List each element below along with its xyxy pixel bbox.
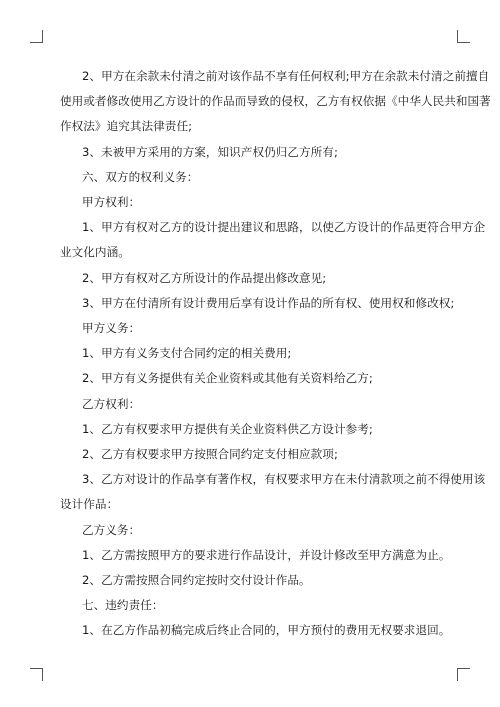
paragraph-line: 3、未被甲方采用的方案，知识产权仍归乙方所有; xyxy=(82,144,338,159)
paragraph-line: 2、甲方有义务提供有关企业资料或其他有关资料给乙方; xyxy=(82,371,373,386)
subsection-heading: 甲方义务： xyxy=(82,321,141,336)
paragraph-line: 设计作品： xyxy=(60,497,119,512)
crop-mark-bottom-left xyxy=(30,668,43,681)
paragraph-line: 2、乙方需按照合同约定按时交付设计作品。 xyxy=(82,573,311,588)
document-body xyxy=(60,64,491,644)
subsection-heading: 甲方权利： xyxy=(82,195,141,210)
paragraph-line: 1、乙方有权要求甲方提供有关企业资料供乙方设计参考; xyxy=(82,421,373,436)
paragraph-line: 1、在乙方作品初稿完成后终止合同的，甲方预付的费用无权要求退回。 xyxy=(82,623,451,638)
paragraph-line: 业文化内涵。 xyxy=(60,245,130,260)
section-heading: 六、双方的权利义务： xyxy=(82,169,199,184)
section-heading: 七、违约责任： xyxy=(82,598,164,613)
paragraph-line: 3、甲方在付清所有设计费用后享有设计作品的所有权、使用权和修改权; xyxy=(82,295,455,310)
paragraph-line: 1、乙方需按照甲方的要求进行作品设计，并设计修改至甲方满意为止。 xyxy=(82,547,451,562)
paragraph-line: 作权法》追究其法律责任; xyxy=(60,119,193,134)
crop-mark-bottom-right xyxy=(457,668,470,681)
crop-mark-top-left xyxy=(30,30,43,43)
paragraph-line: 2、甲方在余款未付清之前对该作品不享有任何权利;甲方在余款未付清之前擅自 xyxy=(82,69,490,83)
paragraph-line: 1、甲方有义务支付合同约定的相关费用; xyxy=(82,346,292,361)
subsection-heading: 乙方义务： xyxy=(82,522,141,537)
paragraph-line: 使用或者修改使用乙方设计的作品而导致的侵权，乙方有权依据《中华人民共和国著 xyxy=(60,94,491,109)
subsection-heading: 乙方权利： xyxy=(82,396,141,411)
paragraph-line: 1、甲方有权对乙方的设计提出建议和思路，以使乙方设计的作品更符合甲方企 xyxy=(82,220,486,235)
paragraph-line: 2、甲方有权对乙方所设计的作品提出修改意见; xyxy=(82,270,327,285)
paragraph-line: 2、乙方有权要求甲方按照合同约定支付相应款项; xyxy=(82,447,338,462)
crop-mark-top-right xyxy=(457,30,470,43)
paragraph-line: 3、乙方对设计的作品享有著作权，有权要求甲方在未付清款项之前不得使用该 xyxy=(82,472,486,487)
